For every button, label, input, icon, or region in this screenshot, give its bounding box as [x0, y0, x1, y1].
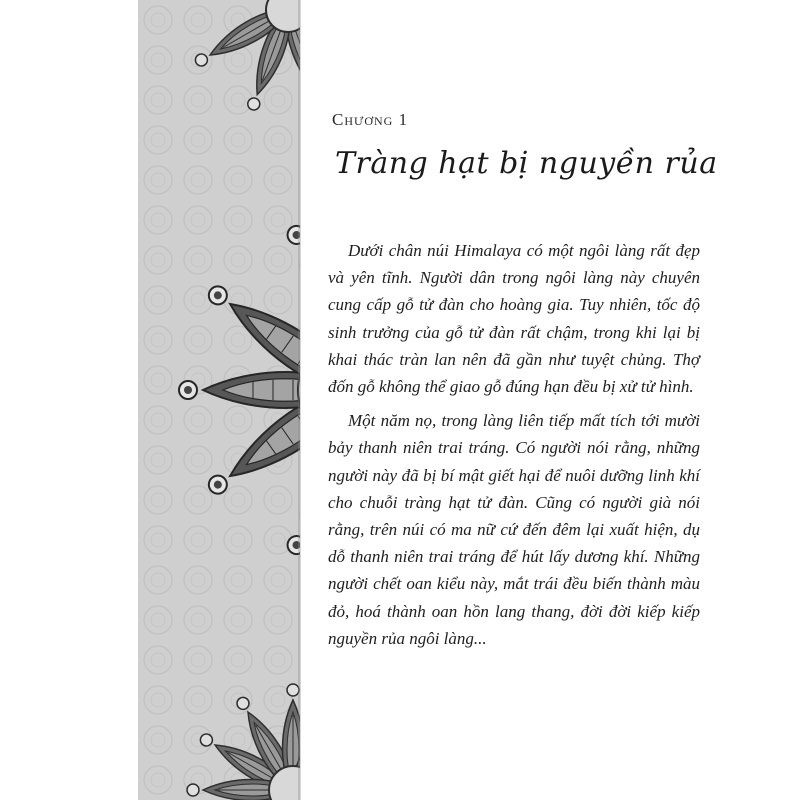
mandala-flower-icon [138, 0, 300, 800]
chapter-label: Chương 1 [332, 110, 409, 129]
page-edge-shadow [298, 0, 301, 800]
mandala-decoration [138, 0, 300, 800]
paragraph: Một năm nọ, trong làng liên tiếp mất tích tới mười bảy thanh niên trai tráng. Có người nói rằng, những người này đã bị bí mật giết hại để nuôi dưỡng linh khí cho chuỗi tràng hạt tử đàn. Cũng có người già nói rằng, trên núi có ma nữ cứ đến đêm lại xuất hiện, dụ dỗ thanh niên trai tráng để hút lấy dương khí. Những người chết oan kiểu này, mắt trái đều biến thành màu đỏ, hoá thành oan hồn lang thang, đời đời kiếp kiếp nguyền rủa ngôi làng... [328, 411, 700, 648]
paragraph: Dưới chân núi Himalaya có một ngôi làng rất đẹp và yên tĩnh. Người dân trong ngôi làng này chuyên cung cấp gỗ tử đàn cho hoàng gia. Tuy nhiên, tốc độ sinh trưởng của gỗ tử đàn rất chậm, trong khi lại bị khai thác tràn lan nên đã gần như tuyệt chủng. Thợ đốn gỗ không thể giao gỗ đúng hạn đều bị xử tử hình. [328, 241, 700, 397]
chapter-title: Tràng hạt bị nguyền rủa [335, 146, 718, 181]
chapter-body [328, 237, 700, 659]
